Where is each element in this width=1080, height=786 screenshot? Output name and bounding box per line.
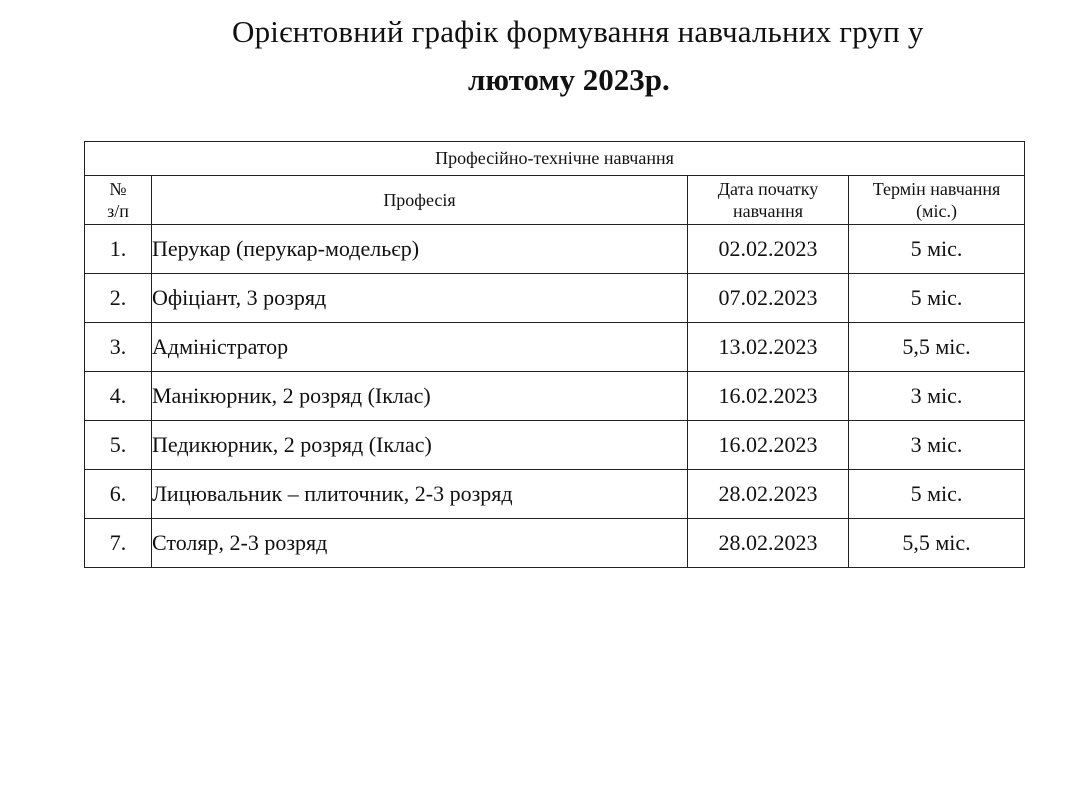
row-term: 5 міс. (849, 274, 1025, 323)
row-term: 5,5 міс. (849, 323, 1025, 372)
row-term: 3 міс. (849, 421, 1025, 470)
row-number: 5. (85, 421, 152, 470)
row-start-date: 07.02.2023 (688, 274, 849, 323)
header-start-date-line-2: навчання (732, 201, 804, 221)
row-start-date: 02.02.2023 (688, 225, 849, 274)
row-term: 3 міс. (849, 372, 1025, 421)
header-term (849, 176, 1025, 225)
row-start-date: 16.02.2023 (688, 372, 849, 421)
header-start-date (688, 176, 849, 225)
table-row (85, 421, 1025, 470)
header-number-line-2: з/п (107, 201, 129, 221)
table-row (85, 519, 1025, 568)
row-start-date: 16.02.2023 (688, 421, 849, 470)
header-term-line-1: Термін навчання (872, 179, 1001, 199)
row-term: 5,5 міс. (849, 519, 1025, 568)
row-profession: Офіціант, 3 розряд (152, 274, 688, 323)
row-number: 1. (85, 225, 152, 274)
row-profession: Лицювальник – плиточник, 2-3 розряд (152, 470, 688, 519)
schedule-table (84, 141, 1025, 568)
header-start-date-line-1: Дата початку (717, 179, 819, 199)
row-number: 2. (85, 274, 152, 323)
row-profession: Манікюрник, 2 розряд (Іклас) (152, 372, 688, 421)
section-title: Професійно-технічне навчання (85, 142, 1025, 176)
table-row (85, 470, 1025, 519)
header-term-line-2: (міс.) (916, 201, 957, 221)
row-profession: Столяр, 2-3 розряд (152, 519, 688, 568)
row-term: 5 міс. (849, 225, 1025, 274)
header-number-line-1: № (109, 179, 127, 199)
row-start-date: 13.02.2023 (688, 323, 849, 372)
row-profession: Адміністратор (152, 323, 688, 372)
row-number: 7. (85, 519, 152, 568)
row-profession: Педикюрник, 2 розряд (Іклас) (152, 421, 688, 470)
section-header-row (85, 142, 1025, 176)
table-row (85, 323, 1025, 372)
row-profession: Перукар (перукар-модельєр) (152, 225, 688, 274)
table-row (85, 372, 1025, 421)
table-row (85, 225, 1025, 274)
table-row (85, 274, 1025, 323)
row-number: 3. (85, 323, 152, 372)
row-number: 6. (85, 470, 152, 519)
row-start-date: 28.02.2023 (688, 519, 849, 568)
header-number (85, 176, 152, 225)
column-header-row (85, 176, 1025, 225)
document-title-line-1: Орієнтовний графік формування навчальних груп у (232, 14, 924, 49)
document-title-line-2: лютому 2023р. (468, 62, 670, 97)
row-start-date: 28.02.2023 (688, 470, 849, 519)
header-profession: Професія (152, 176, 688, 225)
row-number: 4. (85, 372, 152, 421)
row-term: 5 міс. (849, 470, 1025, 519)
